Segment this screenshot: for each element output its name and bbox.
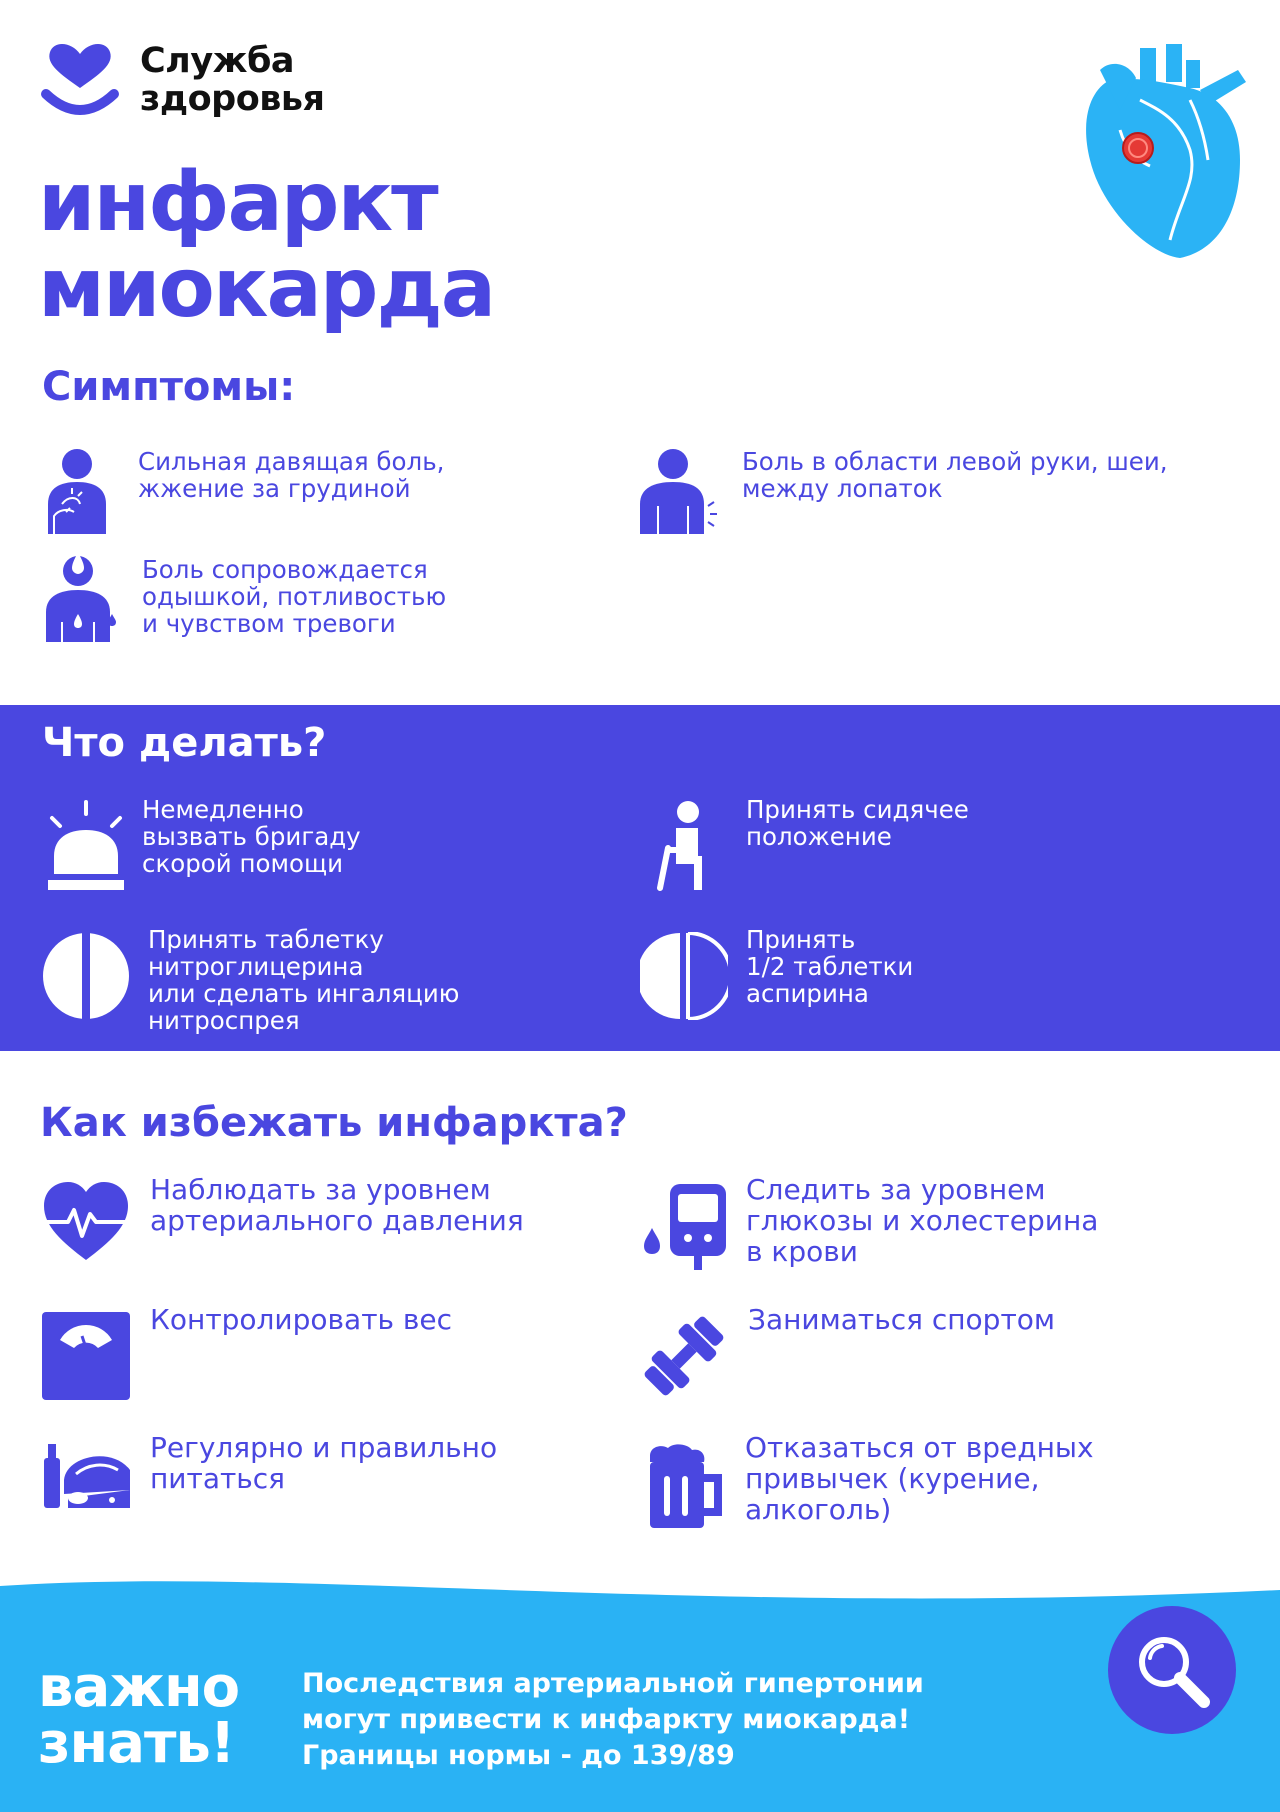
brand-name: [140, 42, 325, 118]
scale-icon: [42, 1312, 130, 1400]
prevention-1-line2: артериального давления: [150, 1204, 524, 1237]
prevention-item-2: [746, 1174, 1098, 1267]
symptom-item-3: [142, 556, 446, 637]
what-to-do-item-3: [148, 926, 459, 1034]
action-2-line1: Принять сидячее: [746, 795, 969, 824]
prevention-3-line1: Контролировать вес: [150, 1303, 453, 1336]
symptom-2-line2: между лопаток: [742, 474, 943, 503]
what-to-do-item-4: [746, 926, 913, 1007]
sitting-person-icon: [654, 800, 714, 892]
symptom-1-line2: жжение за грудиной: [138, 474, 411, 503]
prevention-6-line1: Отказаться от вредных: [745, 1431, 1094, 1464]
action-1-line3: скорой помощи: [142, 849, 343, 878]
action-4-line3: аспирина: [746, 979, 869, 1008]
action-3-line3: или сделать ингаляцию: [148, 979, 460, 1008]
brand-name-line2: здоровья: [140, 79, 325, 119]
prevention-item-4: [748, 1304, 1055, 1335]
pill-icon: [42, 932, 130, 1020]
important-label-line2: знать!: [38, 1711, 235, 1776]
important-line3: Границы нормы - до 139/89: [302, 1740, 735, 1771]
siren-icon: [44, 800, 128, 892]
half-pill-icon: [640, 932, 728, 1020]
food-icon: [42, 1440, 132, 1510]
symptom-2-line1: Боль в области левой руки, шеи,: [742, 447, 1168, 476]
symptom-3-line2: одышкой, потливостью: [142, 582, 447, 611]
action-3-line1: Принять таблетку: [148, 925, 384, 954]
important-label-line1: важно: [38, 1655, 240, 1720]
prevention-2-line2: глюкозы и холестерина: [746, 1204, 1099, 1237]
prevention-6-line3: алкоголь): [745, 1493, 892, 1526]
action-3-line2: нитроглицерина: [148, 952, 364, 981]
heart-smile-icon: [40, 40, 120, 120]
dumbbell-icon: [638, 1310, 730, 1402]
prevention-6-line2: привычек (курение,: [745, 1462, 1040, 1495]
symptom-item-1: [138, 448, 444, 502]
prevention-5-line2: питаться: [150, 1462, 286, 1495]
important-line2: могут привести к инфаркту миокарда!: [302, 1704, 911, 1735]
important-label: [38, 1655, 240, 1776]
glucometer-icon: [638, 1182, 728, 1272]
action-4-line2: 1/2 таблетки: [746, 952, 914, 981]
action-1-line2: вызвать бригаду: [142, 822, 361, 851]
anatomical-heart-icon: [1080, 40, 1250, 262]
action-2-line2: положение: [746, 822, 892, 851]
prevention-heading: Как избежать инфаркта?: [40, 1100, 628, 1146]
heart-pulse-icon: [42, 1180, 130, 1262]
title-line1: инфаркт: [38, 155, 437, 250]
prevention-item-5: [150, 1432, 497, 1494]
brand-name-line1: Служба: [140, 41, 295, 81]
prevention-item-3: [150, 1304, 452, 1335]
action-4-line1: Принять: [746, 925, 856, 954]
symptom-3-line1: Боль сопровождается: [142, 555, 428, 584]
prevention-5-line1: Регулярно и правильно: [150, 1431, 498, 1464]
heart-illustration: [1080, 40, 1250, 262]
what-to-do-heading: Что делать?: [42, 720, 327, 766]
prevention-4-line1: Заниматься спортом: [748, 1303, 1056, 1336]
important-text: [302, 1666, 924, 1774]
prevention-2-line1: Следить за уровнем: [746, 1173, 1046, 1206]
sweating-person-icon: [42, 552, 116, 642]
beer-mug-icon: [646, 1442, 726, 1528]
action-3-line4: нитроспрея: [148, 1006, 300, 1035]
chest-pain-person-icon: [42, 446, 112, 534]
symptoms-heading: Симптомы:: [42, 364, 296, 410]
logo-icon: [40, 40, 120, 120]
prevention-item-1: [150, 1174, 524, 1236]
prevention-item-6: [745, 1432, 1094, 1525]
page-title: [38, 155, 495, 336]
what-to-do-item-1: [142, 796, 361, 877]
symptom-1-line1: Сильная давящая боль,: [138, 447, 445, 476]
title-line2: миокарда: [38, 241, 495, 336]
prevention-1-line1: Наблюдать за уровнем: [150, 1173, 491, 1206]
arm-pain-person-icon: [638, 446, 718, 534]
what-to-do-item-2: [746, 796, 969, 850]
prevention-2-line3: в крови: [746, 1235, 858, 1268]
magnifier-icon: [1108, 1606, 1236, 1734]
important-line1: Последствия артериальной гипертонии: [302, 1668, 924, 1699]
symptom-3-line3: и чувством тревоги: [142, 609, 396, 638]
action-1-line1: Немедленно: [142, 795, 304, 824]
symptom-item-2: [742, 448, 1168, 502]
